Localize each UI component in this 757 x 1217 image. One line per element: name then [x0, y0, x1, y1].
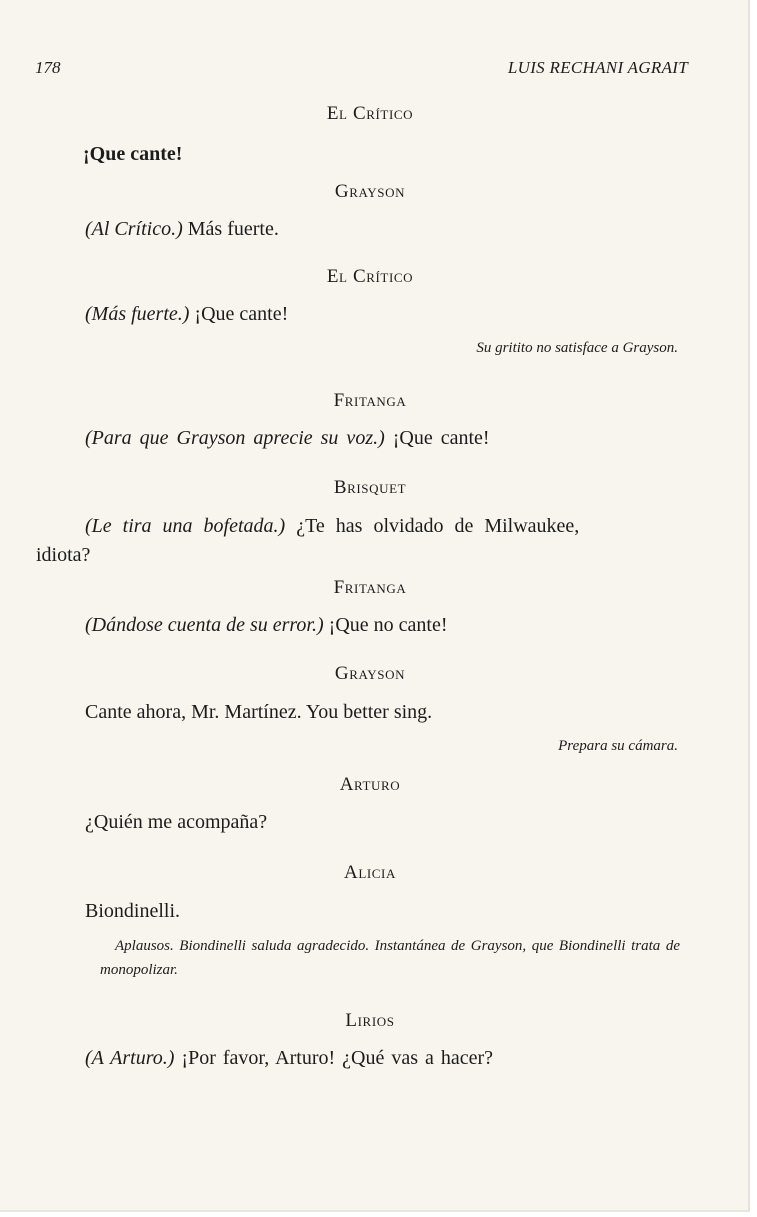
- speaker-alicia: Alicia: [344, 862, 396, 883]
- stage-direction: Prepara su cámara.: [558, 738, 678, 754]
- stage-direction-inline: (Dándose cuenta de su error.): [85, 614, 324, 636]
- dialogue-text: ¡Que cante!: [384, 427, 490, 449]
- stage-direction-inline: (Para que Grayson aprecie su voz.): [85, 427, 385, 449]
- dialogue-line: ¡Que cante!: [83, 143, 183, 165]
- dialogue-line: [85, 1044, 493, 1073]
- speaker-el-critico: El Crítico: [326, 103, 414, 124]
- dialogue-text: Más fuerte.: [182, 218, 279, 240]
- dialogue-text: ¡Que no cante!: [323, 614, 448, 636]
- dialogue-line-continued: idiota?: [36, 544, 91, 566]
- running-header-author: LUIS RECHANI AGRAIT: [507, 58, 688, 77]
- page-number: 178: [35, 58, 61, 77]
- stage-direction-inline: (Le tira una bofetada.): [85, 515, 286, 537]
- speaker-lirios: Lirios: [345, 1010, 395, 1031]
- dialogue-text: ¡Por favor, Arturo! ¿Qué vas a hacer?: [174, 1047, 494, 1069]
- dialogue-line: [85, 424, 490, 453]
- speaker-grayson: Grayson: [334, 663, 406, 684]
- speaker-grayson: Grayson: [334, 181, 406, 202]
- speaker-el-critico: El Crítico: [326, 266, 414, 287]
- dialogue-line: [85, 300, 288, 329]
- speaker-fritanga: Fritanga: [333, 390, 407, 411]
- speaker-brisquet: Brisquet: [333, 477, 407, 498]
- dialogue-line: [85, 512, 579, 541]
- speaker-fritanga: Fritanga: [333, 577, 407, 598]
- dialogue-line: Biondinelli.: [85, 900, 180, 922]
- stage-direction-inline: (A Arturo.): [85, 1047, 175, 1069]
- stage-direction: Aplausos. Biondinelli saluda agradecido. Instantánea de Grayson, que Biondinelli trata de monopolizar.: [100, 938, 680, 978]
- stage-direction: Su gritito no satisface a Grayson.: [476, 340, 678, 356]
- dialogue-line: [85, 611, 448, 640]
- speaker-arturo: Arturo: [339, 774, 401, 795]
- dialogue-line: ¿Quién me acompaña?: [85, 811, 268, 833]
- dialogue-line: Cante ahora, Mr. Martínez. You better sing.: [85, 701, 433, 723]
- dialogue-line: [85, 215, 279, 244]
- stage-direction-inline: (Al Crítico.): [85, 218, 183, 240]
- dialogue-text: ¿Te has olvidado de Milwaukee,: [285, 515, 580, 537]
- stage-direction-inline: (Más fuerte.): [85, 303, 190, 325]
- dialogue-text: ¡Que cante!: [189, 303, 289, 325]
